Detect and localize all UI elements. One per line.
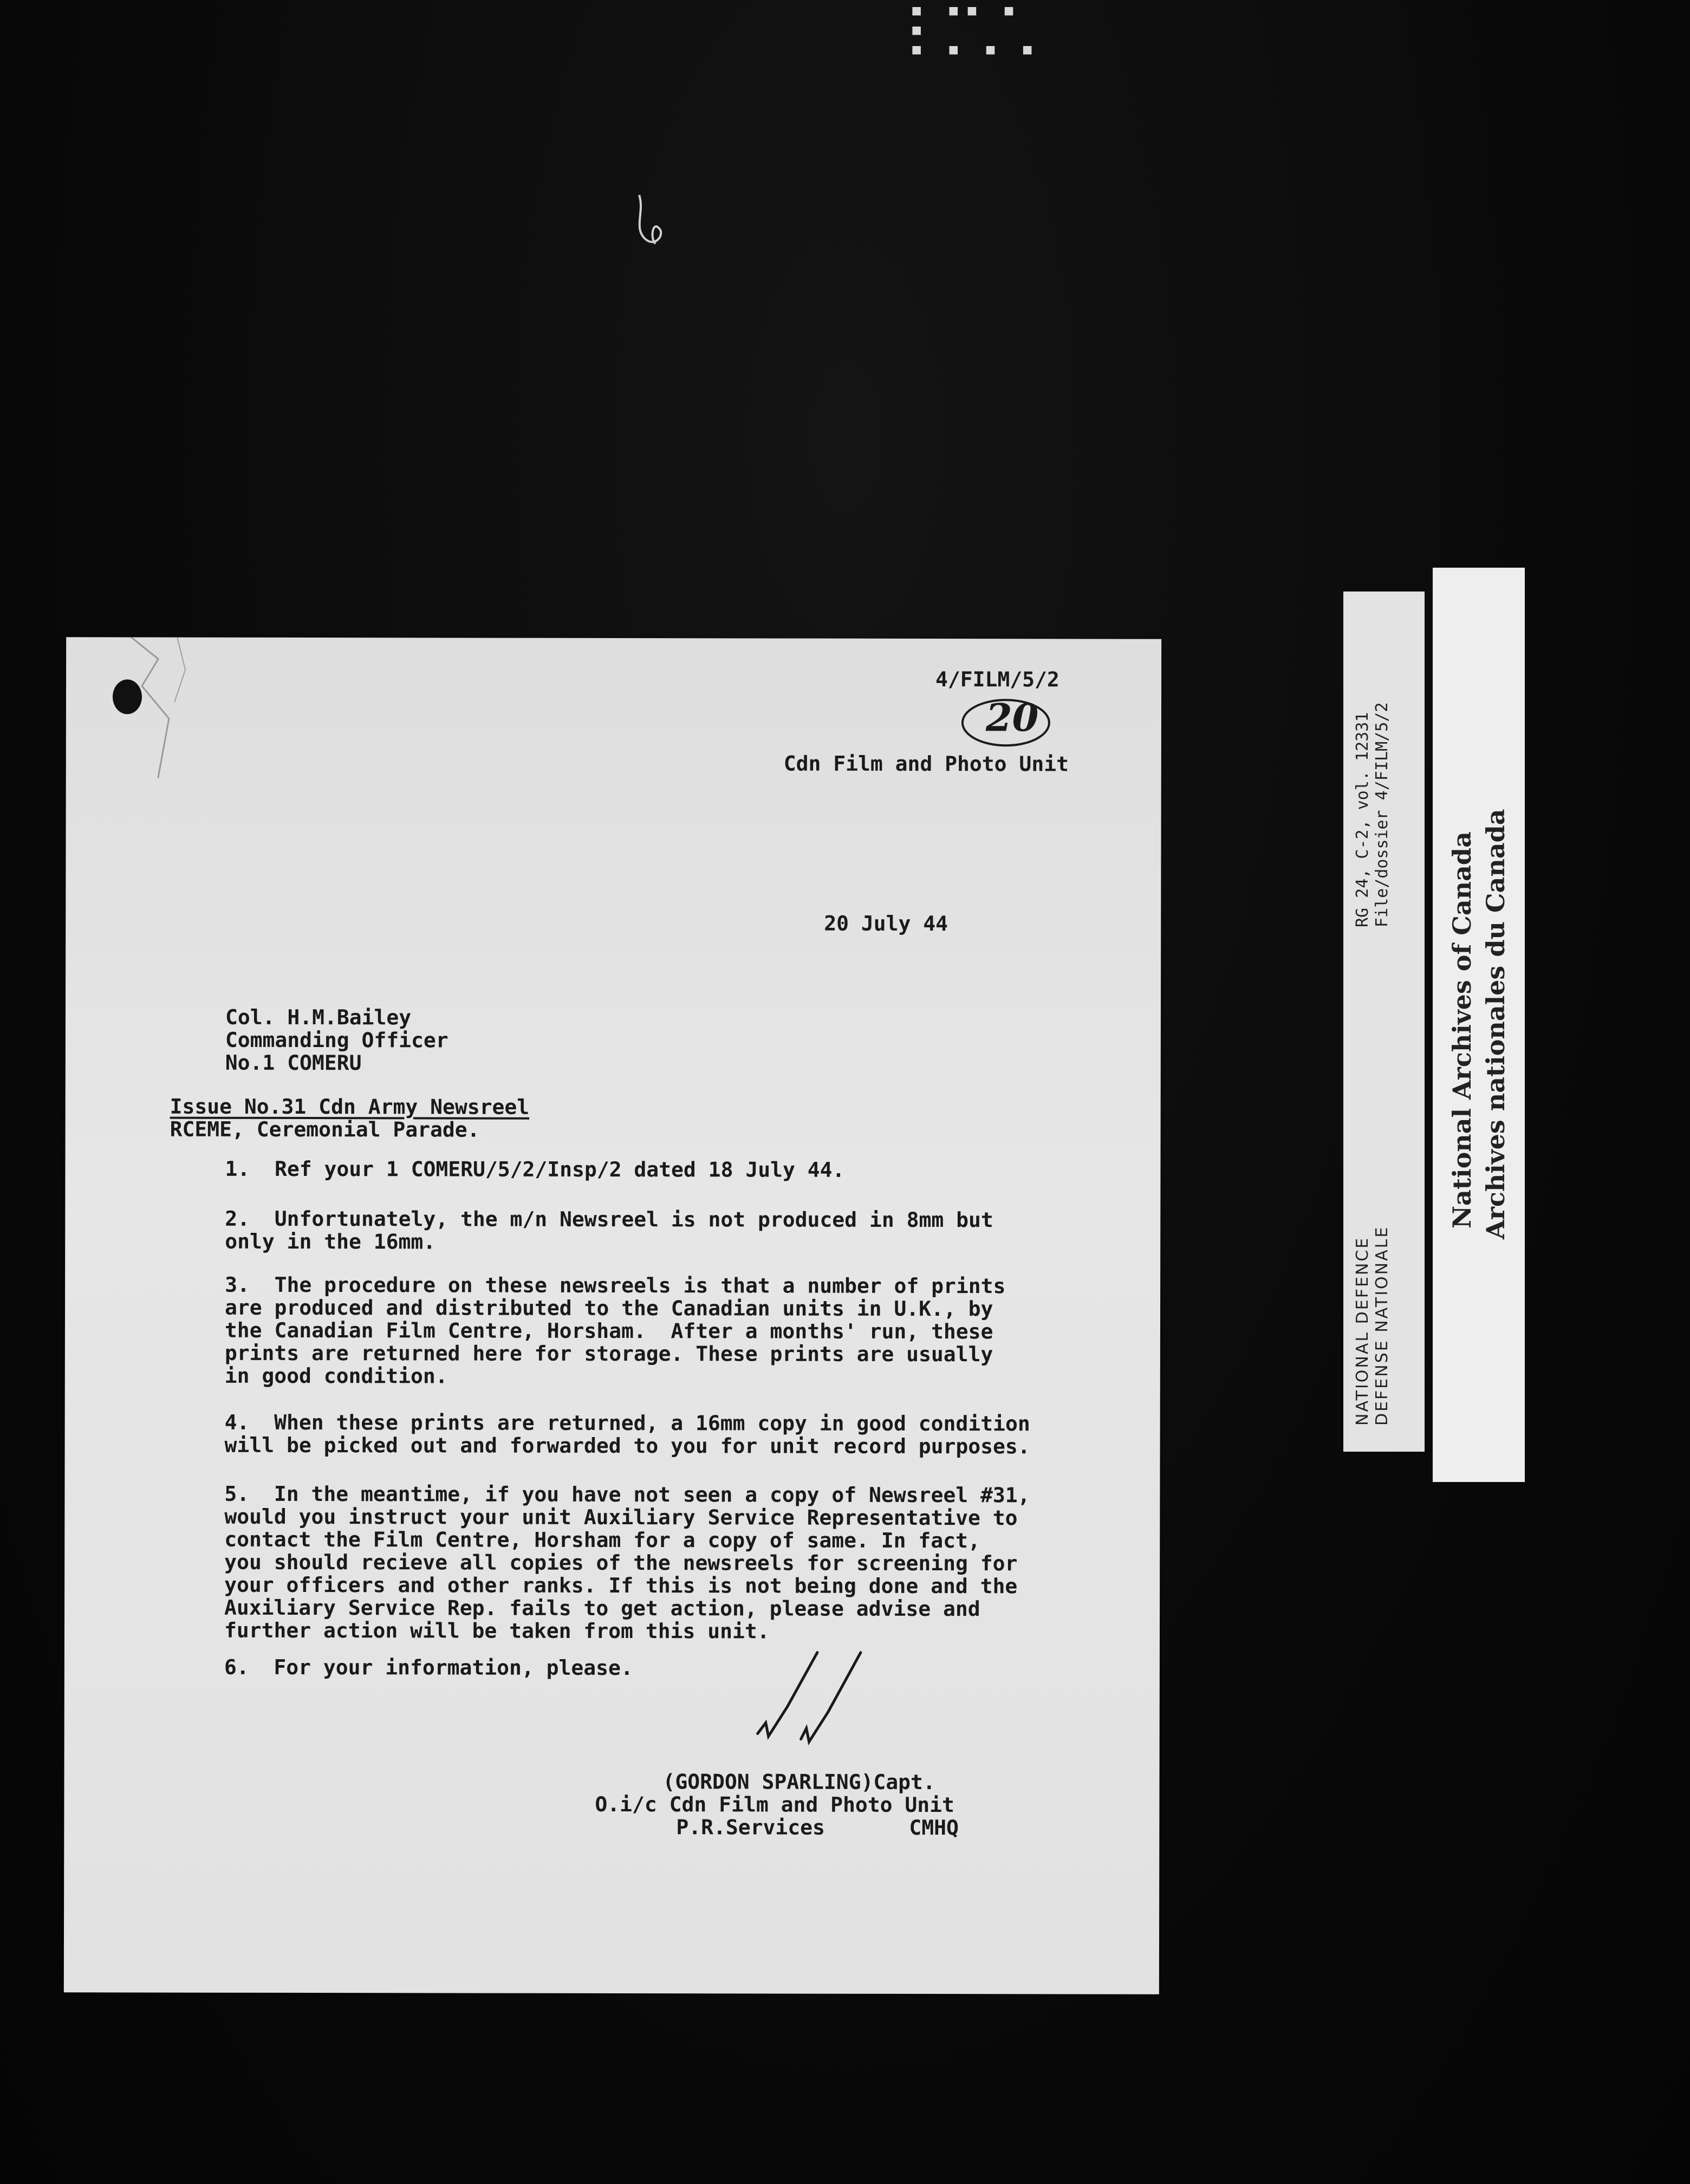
signatory-name: (GORDON SPARLING)Capt. <box>662 1770 935 1795</box>
national-archives-label <box>1433 568 1525 1482</box>
subject-line-2: RCEME, Ceremonial Parade. <box>170 1117 480 1142</box>
paragraph-1: 1. Ref your 1 COMERU/5/2/Insp/2 dated 18 July 44. <box>225 1156 845 1182</box>
signature-icon <box>742 1647 877 1755</box>
film-edge-marks <box>910 0 1051 61</box>
archive-reference-line-1: RG 24, C-2, vol. 12331 <box>1353 712 1372 927</box>
paragraph-3: 3. The procedure on these newsreels is that a number of prints are produced and distributed to the Canadian units in U.K., by the Canadian Film Centre, Horsham. After a months' run, these prints are returned here for storage. These prints are usually in good condition. <box>224 1272 1006 1388</box>
signatory-department: P.R.Services <box>676 1815 825 1839</box>
letter-date: 20 July 44 <box>824 911 948 936</box>
film-mark-line-2: ▪ ▪ ▪ ▪ <box>910 36 1039 61</box>
handwritten-folio-number: 20 <box>985 695 1039 740</box>
paragraph-5: 5. In the meantime, if you have not seen a copy of Newsreel #31, would you instruct your unit Auxiliary Service Representative to contact the Film Centre, Horsham for a copy of same. In fact, you should recieve all copies of the newsreels for screening for your officers and other ranks. If this is not being done and the Auxiliary Service Rep. fails to get action, please advise and further action will be taken from this unit. <box>224 1481 1030 1643</box>
paragraph-2: 2. Unfortunately, the m/n Newsreel is not produced in 8mm but only in the 16mm. <box>225 1206 993 1254</box>
national-archives-french: Archives nationales du Canada <box>1481 809 1510 1239</box>
addressee-title: Commanding Officer <box>225 1028 448 1052</box>
subject-block <box>170 1095 530 1141</box>
paragraph-6: 6. For your information, please. <box>224 1655 633 1680</box>
paragraph-4: 4. When these prints are returned, a 16mm copy in good condition will be picked out and forwarded to you for unit record purposes. <box>224 1410 1030 1459</box>
pencil-mark-icon <box>628 190 704 255</box>
national-archives-english: National Archives of Canada <box>1447 831 1477 1228</box>
archive-reference-line-2: File/dossier 4/FILM/5/2 <box>1373 702 1392 927</box>
archive-reference-label <box>1343 592 1425 1452</box>
national-defence-label: NATIONAL DEFENCE <box>1353 1236 1372 1426</box>
addressee-unit: No.1 COMERU <box>225 1050 362 1075</box>
file-reference: 4/FILM/5/2 <box>935 667 1060 692</box>
letter-sheet <box>64 637 1161 1994</box>
subject-line-1: Issue No.31 Cdn Army Newsreel <box>170 1094 530 1119</box>
addressee-block <box>225 1006 448 1075</box>
unit-heading: Cdn Film and Photo Unit <box>783 751 1069 776</box>
addressee-name: Col. H.M.Bailey <box>225 1005 412 1030</box>
film-mark-line-1: ▪ ▪▪ ▪ ▪ <box>910 0 1021 42</box>
punch-hole <box>113 679 142 714</box>
signatory-headquarters: CMHQ <box>909 1815 959 1840</box>
defense-nationale-label: DEFENSE NATIONALE <box>1373 1225 1392 1426</box>
signatory-title: O.i/c Cdn Film and Photo Unit <box>595 1792 954 1817</box>
